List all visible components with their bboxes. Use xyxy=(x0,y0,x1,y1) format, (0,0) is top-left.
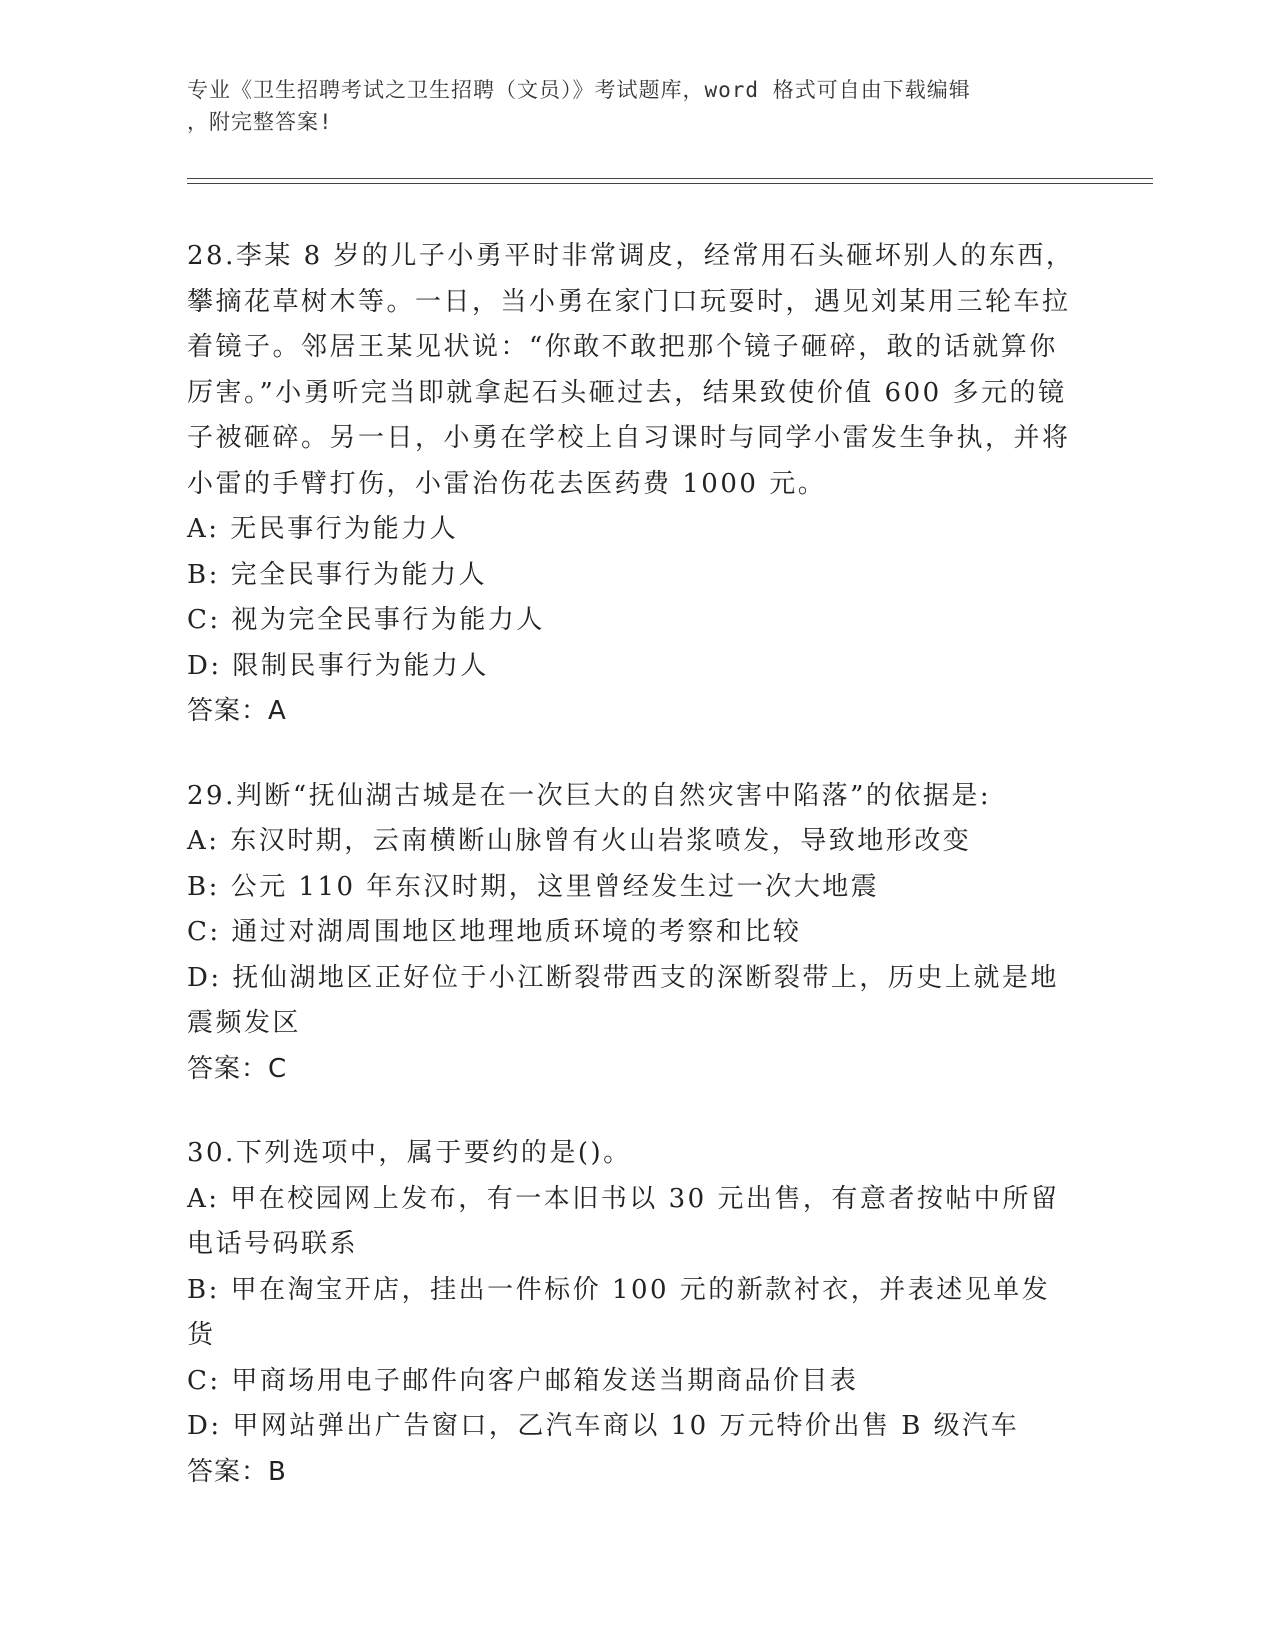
option-c: C: 视为完全民事行为能力人 xyxy=(187,605,545,635)
question-stem: 30.下列选项中，属于要约的是()。 xyxy=(187,1138,632,1168)
option-c: C: 通过对湖周围地区地理地质环境的考察和比较 xyxy=(187,917,802,947)
header-line-2: ，附完整答案! xyxy=(187,110,333,134)
option-a: A: 甲在校园网上发布，有一本旧书以 30 元出售，有意者按帖中所留电话号码联系 xyxy=(187,1183,1060,1259)
answer-line: 答案：A xyxy=(187,696,287,726)
option-a: A: 无民事行为能力人 xyxy=(187,514,459,544)
header-divider-top xyxy=(187,178,1153,179)
question-30 xyxy=(187,1131,1077,1495)
header-line-1: 专业《卫生招聘考试之卫生招聘（文员）》考试题库，word 格式可自由下载编辑 xyxy=(187,78,971,102)
question-29 xyxy=(187,774,1077,1093)
question-28 xyxy=(187,234,1077,735)
option-d: D: 限制民事行为能力人 xyxy=(187,650,489,681)
option-a: A: 东汉时期，云南横断山脉曾有火山岩浆喷发，导致地形改变 xyxy=(187,826,972,856)
page-header xyxy=(187,74,1067,138)
question-stem: 28.李某 8 岁的儿子小勇平时非常调皮，经常用石头砸坏别人的东西，攀摘花草树木等。一日，当小勇在家门口玩耍时，遇见刘某用三轮车拉着镜子。邻居王某见状说：“你敢不敢把那个镜子砸碎，敢的话就算你厉害。”小勇听完当即就拿起石头砸过去，结果致使价值 600 多元的镜子被砸碎。另一日，小勇在学校上自习课时与同学小雷发生争执，并将小雷的手臂打伤，小雷治伤花去医药费 1000 元。 xyxy=(187,241,1075,499)
answer-line: 答案：B xyxy=(187,1456,287,1487)
option-b: B: 完全民事行为能力人 xyxy=(187,559,488,590)
option-b: B: 公元 110 年东汉时期，这里曾经发生过一次大地震 xyxy=(187,871,880,902)
option-b: B: 甲在淘宝开店，挂出一件标价 100 元的新款衬衣，并表述见单发货 xyxy=(187,1274,1051,1350)
option-d: D: 抚仙湖地区正好位于小江断裂带西支的深断裂带上，历史上就是地震频发区 xyxy=(187,962,1059,1038)
question-list xyxy=(187,234,1077,1534)
answer-line: 答案：C xyxy=(187,1053,288,1084)
option-c: C: 甲商场用电子邮件向客户邮箱发送当期商品价目表 xyxy=(187,1365,859,1396)
question-stem: 29.判断“抚仙湖古城是在一次巨大的自然灾害中陷落”的依据是: xyxy=(187,780,992,811)
option-d: D: 甲网站弹出广告窗口，乙汽车商以 10 万元特价出售 B 级汽车 xyxy=(187,1411,1020,1441)
header-divider-bottom xyxy=(187,183,1153,184)
